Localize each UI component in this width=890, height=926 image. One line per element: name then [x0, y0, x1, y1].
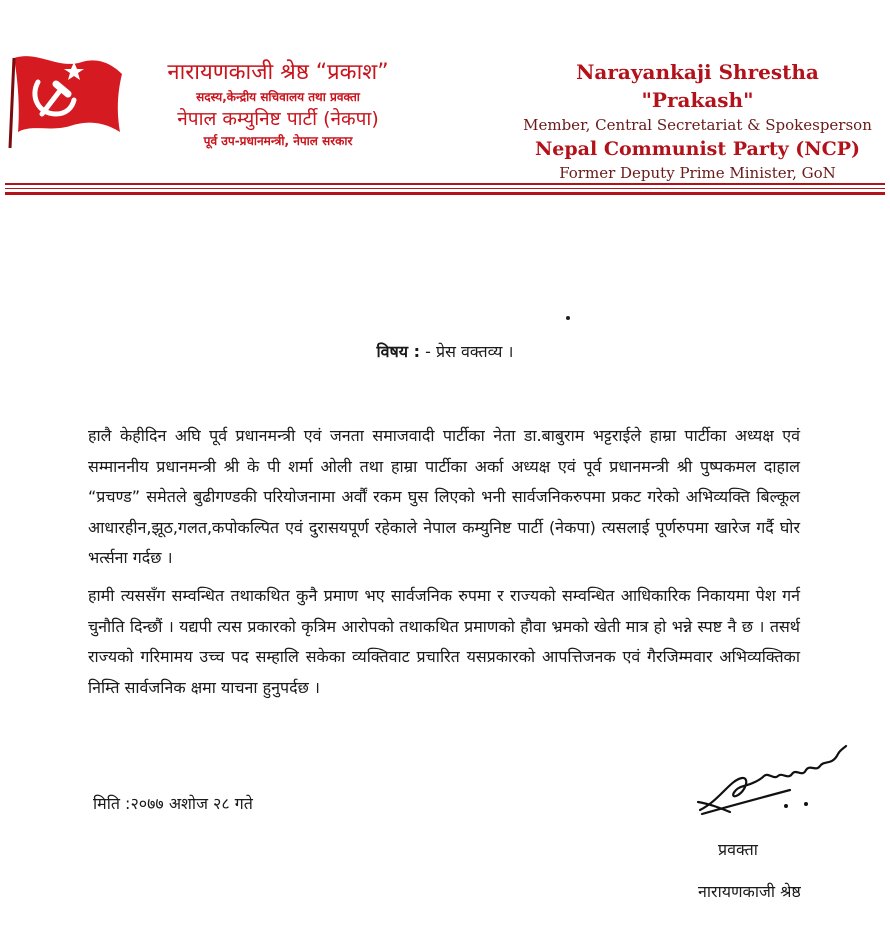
nepali-letterhead	[128, 58, 428, 150]
en-name: Narayankaji Shrestha "Prakash"	[576, 60, 819, 112]
english-letterhead	[520, 58, 875, 184]
spokesperson-name: नारायणकाजी श्रेष्ठ	[698, 882, 801, 901]
subject-text: - प्रेस वक्तव्य ।	[425, 342, 514, 361]
np-name: नारायणकाजी श्रेष्ठ “प्रकाश”	[167, 60, 389, 85]
hammer-sickle-flag-icon	[8, 40, 126, 150]
body-paragraph-1: हालै केहीदिन अघि पूर्व प्रधानमन्त्री एवं जनता समाजवादी पार्टीका नेता डा.बाबुराम भट्टराईले हाम्रा पार्टीका अध्यक्ष एवं सम्माननीय प्रधानमन्त्री श्री के पी शर्मा ओली तथा हाम्रा पार्टीका अर्का अध्यक्ष एवं पूर्व प्रधानमन्त्री श्री पुष्पकमल दाहाल “प्रचण्ड” समेतले बुढीगण्डकी परियोजनामा अर्वौं रकम घुस लिएको भनी सार्वजनिकरुपमा प्रकट गरेको अभिव्यक्ति बिल्कूल आधारहीन,झूठ,गलत,कपोकल्पित एवं दुरासयपूर्ण रहेकाले नेपाल कम्युनिष्ट पार्टी (नेकपा) त्यसलाई पूर्णरुपमा खारेज गर्दै घोर भर्त्सना गर्दछ ।	[88, 426, 800, 567]
np-former: पूर्व उप-प्रधानमन्त्री, नेपाल सरकार	[203, 134, 353, 148]
en-role: Member, Central Secretariat & Spokesperson	[523, 116, 872, 134]
subject-label: विषय :	[376, 342, 421, 361]
signature	[690, 740, 860, 830]
np-role: सदस्य,केन्द्रीय सचिवालय तथा प्रवक्ता	[196, 90, 360, 104]
subject-line	[0, 340, 890, 362]
np-party: नेपाल कम्युनिष्ट पार्टी (नेकपा)	[177, 108, 379, 130]
en-party: Nepal Communist Party (NCP)	[534, 138, 861, 160]
ink-dot	[566, 316, 570, 320]
header-rule	[5, 183, 885, 185]
spokesperson-title: प्रवक्ता	[718, 840, 758, 859]
date-line: मिति :२०७७ अशोज २८ गते	[93, 794, 253, 813]
en-former: Former Deputy Prime Minister, GoN	[559, 164, 836, 182]
header-rule	[5, 188, 885, 189]
header-rule	[5, 192, 885, 195]
body-paragraph-2: हामी त्यससँग सम्वन्धित तथाकथित कुनै प्रमाण भए सार्वजनिक रुपमा र राज्यको सम्वन्धित आधिकारिक निकायमा पेश गर्न चुनौति दिन्छौं । यद्यपी त्यस प्रकारको कृत्रिम आरोपको तथाकथित प्रमाणको हौवा भ्रमको खेती मात्र हो भन्ने स्पष्ट नै छ । तसर्थ राज्यको गरिमामय उच्च पद सम्हालि सकेका व्यक्तिवाट प्रचारित यसप्रकारको आपत्तिजनक एवं गैरजिम्मवार अभिव्यक्तिका निम्ति सार्वजनिक क्षमा याचना हुनुपर्दछ ।	[88, 586, 800, 697]
